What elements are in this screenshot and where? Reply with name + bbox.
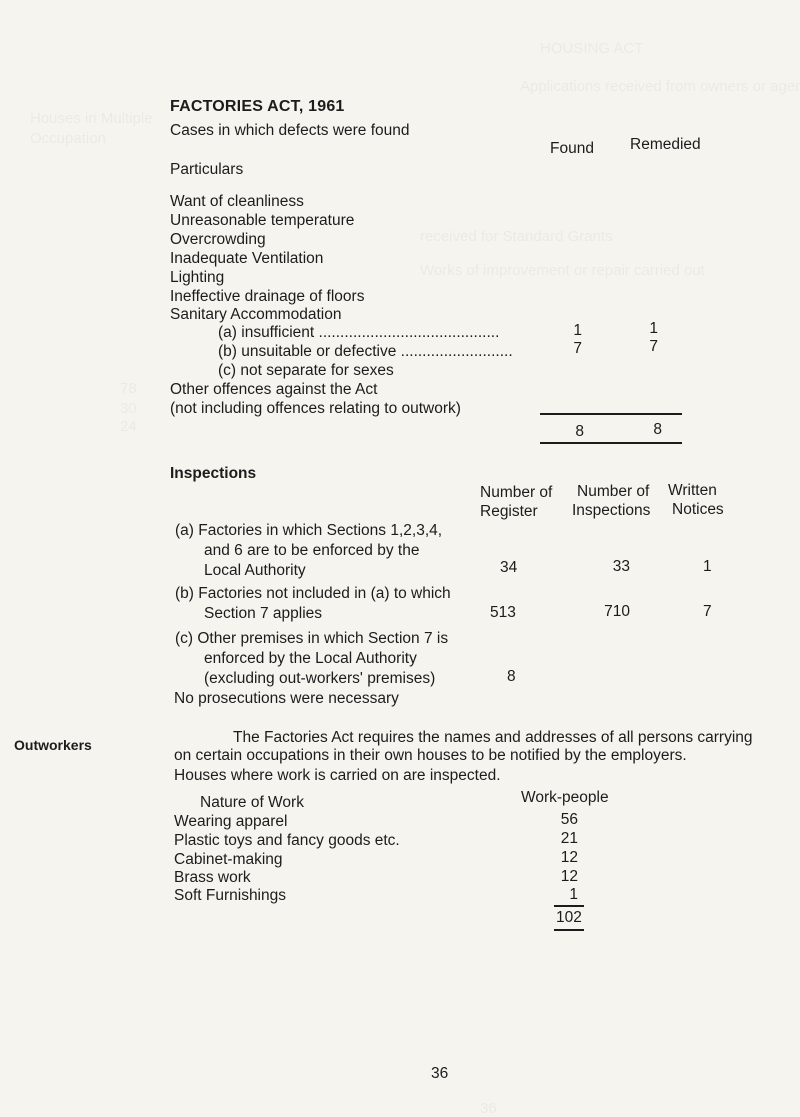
no-prosecutions-note: No prosecutions were necessary <box>174 690 399 707</box>
nature-of-work-header: Nature of Work <box>200 794 304 811</box>
outwork-total: 102 <box>556 909 582 926</box>
outwork-row-work: Cabinet-making <box>174 851 283 868</box>
work-people-header: Work-people <box>521 789 609 806</box>
defects-intro: Cases in which defects were found <box>170 122 410 139</box>
defect-item: Ineffective drainage of floors <box>170 288 365 305</box>
sanitary-sub-c: (c) not separate for sexes <box>218 362 394 379</box>
defect-item: Overcrowding <box>170 231 266 248</box>
total-found: 8 <box>575 423 584 440</box>
defect-item: Want of cleanliness <box>170 193 304 210</box>
inspections-heading: Inspections <box>170 465 257 482</box>
total-rule-top <box>540 413 682 415</box>
inspection-b-register: 513 <box>490 604 516 621</box>
outwork-row-people: 1 <box>569 886 578 903</box>
outwork-row-people: 12 <box>560 849 578 866</box>
inspection-c-register: 8 <box>507 668 516 685</box>
total-remedied: 8 <box>653 421 662 438</box>
inspection-a-line3: Local Authority <box>204 562 306 579</box>
inspections-header-line1: Number of <box>577 483 650 500</box>
register-header-line2: Register <box>480 503 538 520</box>
inspection-a-notices: 1 <box>703 558 712 575</box>
inspection-b-line2: Section 7 applies <box>204 605 323 622</box>
found-column-header: Found <box>550 140 594 157</box>
remedied-column-header: Remedied <box>630 136 701 153</box>
inspection-a-line1: (a) Factories in which Sections 1,2,3,4, <box>175 522 443 539</box>
inspections-header-line2: Inspections <box>572 502 651 519</box>
defect-item: Sanitary Accommodation <box>170 306 342 323</box>
outwork-row-work: Plastic toys and fancy goods etc. <box>174 832 400 849</box>
notices-header-line1: Written <box>668 482 717 499</box>
inspection-b-line1: (b) Factories not included in (a) to which <box>175 585 451 602</box>
defect-item: Inadequate Ventilation <box>170 250 324 267</box>
inspection-b-notices: 7 <box>703 603 712 620</box>
page-title: FACTORIES ACT, 1961 <box>170 98 345 115</box>
outworkers-paragraph-line2: on certain occupations in their own houses to be notified by the employers. <box>174 747 687 764</box>
inspection-c-line3: (excluding out-workers' premises) <box>204 670 436 687</box>
outwork-total-rule-bottom <box>554 929 584 931</box>
outwork-row-work: Soft Furnishings <box>174 887 286 904</box>
inspection-c-line2: enforced by the Local Authority <box>204 650 417 667</box>
sanitary-sub-b: (b) unsuitable or defective .......................... <box>218 343 513 360</box>
other-offences-line2: (not including offences relating to outwork) <box>170 400 461 417</box>
sanitary-sub-a: (a) insufficient .......................................... <box>218 324 500 341</box>
sub-b-found: 7 <box>573 340 582 357</box>
register-header-line1: Number of <box>480 484 553 501</box>
outwork-total-rule-top <box>554 905 584 907</box>
outworkers-paragraph-line3: Houses where work is carried on are inspected. <box>174 767 501 784</box>
outwork-row-work: Brass work <box>174 869 251 886</box>
other-offences-line1: Other offences against the Act <box>170 381 378 398</box>
inspection-a-inspections: 33 <box>612 558 630 575</box>
particulars-label: Particulars <box>170 161 244 178</box>
outwork-row-people: 56 <box>560 811 578 828</box>
sub-b-remedied: 7 <box>649 338 658 355</box>
total-rule-bottom <box>540 442 682 444</box>
outworkers-heading: Outworkers <box>14 737 92 753</box>
sub-a-remedied: 1 <box>649 320 658 337</box>
outwork-row-people: 12 <box>560 868 578 885</box>
inspection-c-line1: (c) Other premises in which Section 7 is <box>175 630 449 647</box>
notices-header-line2: Notices <box>672 501 724 518</box>
outwork-row-work: Wearing apparel <box>174 813 288 830</box>
inspection-b-inspections: 710 <box>604 603 630 620</box>
sub-a-found: 1 <box>573 322 582 339</box>
page-number: 36 <box>431 1065 449 1082</box>
defect-item: Lighting <box>170 269 225 286</box>
outwork-row-people: 21 <box>560 830 578 847</box>
inspection-a-register: 34 <box>500 559 518 576</box>
inspection-a-line2: and 6 are to be enforced by the <box>204 542 420 559</box>
defect-item: Unreasonable temperature <box>170 212 355 229</box>
outworkers-paragraph-line1: The Factories Act requires the names and addresses of all persons carrying <box>233 729 753 746</box>
